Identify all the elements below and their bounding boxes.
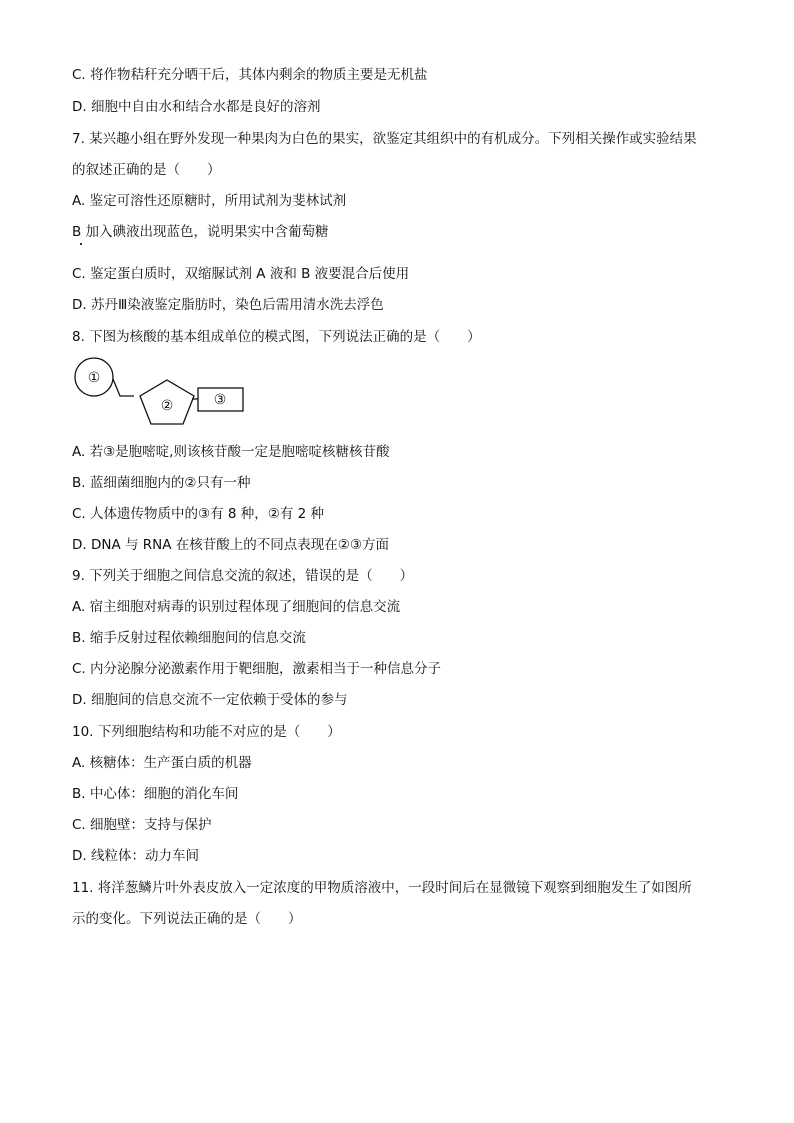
- question-9-stem: 9. 下列关于细胞之间信息交流的叙述，错误的是（ ）: [72, 568, 414, 584]
- option-6d: D. 细胞中自由水和结合水都是良好的溶剂: [72, 99, 321, 115]
- phosphate-sugar-bond: [113, 379, 134, 396]
- sugar-label: ②: [160, 398, 174, 414]
- question-8-stem: 8. 下图为核酸的基本组成单位的模式图，下列说法正确的是（ ）: [72, 329, 481, 345]
- option-7b: B 加入碘液出现蓝色，说明果实中含葡萄糖: [72, 224, 329, 240]
- option-8b: B. 蓝细菌细胞内的②只有一种: [72, 475, 251, 491]
- question-7-stem-cont: 的叙述正确的是（ ）: [72, 162, 221, 178]
- stray-dot: [80, 243, 82, 245]
- base-label: ③: [213, 392, 227, 408]
- option-7c: C. 鉴定蛋白质时，双缩脲试剂 A 液和 B 液要混合后使用: [72, 266, 410, 282]
- option-7d: D. 苏丹Ⅲ染液鉴定脂肪时，染色后需用清水洗去浮色: [72, 297, 384, 313]
- option-7a: A. 鉴定可溶性还原糖时，所用试剂为斐林试剂: [72, 193, 347, 209]
- option-8d: D. DNA 与 RNA 在核苷酸上的不同点表现在②③方面: [72, 537, 389, 553]
- option-9b: B. 缩手反射过程依赖细胞间的信息交流: [72, 630, 306, 646]
- option-9c: C. 内分泌腺分泌激素作用于靶细胞，激素相当于一种信息分子: [72, 661, 442, 677]
- phosphate-label: ①: [87, 370, 101, 386]
- option-9a: A. 宿主细胞对病毒的识别过程体现了细胞间的信息交流: [72, 599, 401, 615]
- option-10b: B. 中心体：细胞的消化车间: [72, 786, 239, 802]
- option-6c: C. 将作物秸秆充分晒干后，其体内剩余的物质主要是无机盐: [72, 67, 428, 83]
- option-8c: C. 人体遗传物质中的③有 8 种，②有 2 种: [72, 506, 325, 522]
- nucleotide-diagram: [72, 356, 248, 428]
- option-10c: C. 细胞壁：支持与保护: [72, 817, 212, 833]
- option-10a: A. 核糖体：生产蛋白质的机器: [72, 755, 252, 771]
- option-8a: A. 若③是胞嘧啶,则该核苷酸一定是胞嘧啶核糖核苷酸: [72, 444, 390, 460]
- option-9d: D. 细胞间的信息交流不一定依赖于受体的参与: [72, 692, 348, 708]
- option-10d: D. 线粒体：动力车间: [72, 848, 199, 864]
- question-11-stem-cont: 示的变化。下列说法正确的是（ ）: [72, 911, 302, 927]
- question-7-stem: 7. 某兴趣小组在野外发现一种果肉为白色的果实，欲鉴定其组织中的有机成分。下列相关操作或实验结果: [72, 131, 697, 147]
- question-10-stem: 10. 下列细胞结构和功能不对应的是（ ）: [72, 724, 341, 740]
- question-11-stem: 11. 将洋葱鳞片叶外表皮放入一定浓度的甲物质溶液中，一段时间后在显微镜下观察到细胞发生了如图所: [72, 880, 692, 896]
